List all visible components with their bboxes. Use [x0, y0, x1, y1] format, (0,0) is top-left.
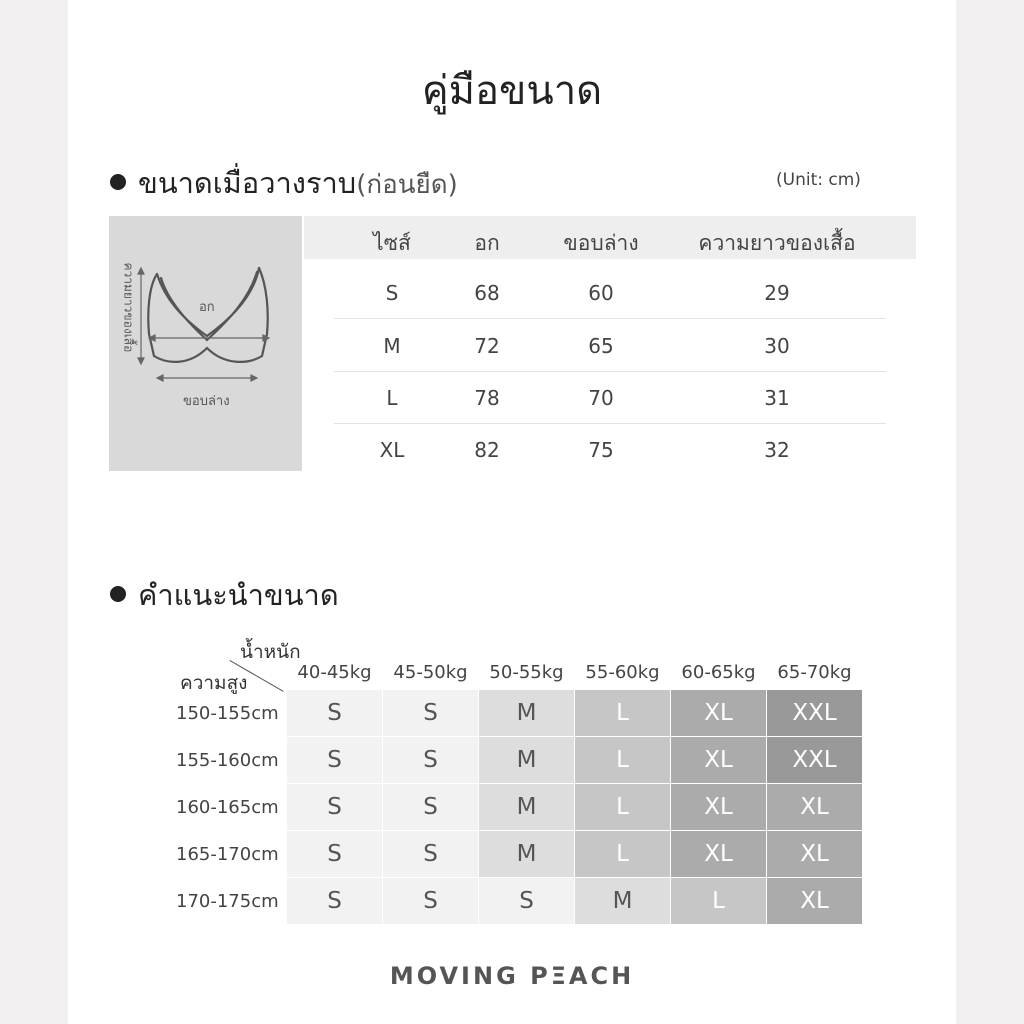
grid-cell-m: M [575, 878, 670, 924]
grid-cell-xl: XL [671, 784, 766, 830]
height-axis-label: ความสูง [180, 672, 248, 694]
weight-column-label: 65-70kg [777, 662, 852, 683]
grid-cell-s: S [287, 784, 382, 830]
grid-cell-xl: XL [767, 878, 862, 924]
height-row-label: 170-175cm [176, 891, 279, 912]
grid-cell-m: M [479, 690, 574, 736]
grid-cell-l: L [575, 831, 670, 877]
grid-cell-xxl: XXL [767, 690, 862, 736]
underband-label: ขอบล่าง [183, 394, 230, 409]
grid-cell-s: S [287, 831, 382, 877]
bra-diagram [109, 216, 302, 471]
size-table-cell: 30 [764, 334, 790, 358]
grid-cell-l: L [575, 737, 670, 783]
grid-cell-m: M [479, 737, 574, 783]
size-table-cell: M [383, 334, 401, 358]
size-table-cell: 29 [764, 281, 790, 305]
flat-size-heading [110, 160, 458, 206]
grid-cell-s: S [287, 737, 382, 783]
grid-cell-s: S [287, 878, 382, 924]
grid-cell-xl: XL [671, 831, 766, 877]
height-row-label: 165-170cm [176, 844, 279, 865]
recommend-heading [110, 572, 339, 618]
bra-outline-icon [109, 216, 302, 471]
size-table-cell: 72 [474, 334, 500, 358]
size-table-cell: 60 [588, 281, 614, 305]
height-row-label: 155-160cm [176, 750, 279, 771]
grid-cell-s: S [383, 737, 478, 783]
size-table-header-cell: ไซส์ [373, 231, 411, 255]
row-divider [334, 318, 886, 319]
unit-label: (Unit: cm) [776, 170, 861, 190]
grid-cell-s: S [479, 878, 574, 924]
brand-logo: MOVING PΞACH [389, 962, 635, 990]
grid-cell-xxl: XXL [767, 737, 862, 783]
size-table-header-cell: ความยาวของเสื้อ [698, 231, 856, 255]
height-row-label: 150-155cm [176, 703, 279, 724]
size-table-cell: S [385, 281, 399, 305]
grid-cell-xl: XL [767, 784, 862, 830]
recommend-heading-text: คำแนะนำขนาด [138, 578, 339, 612]
size-table-cell: 31 [764, 386, 790, 410]
row-divider [334, 371, 886, 372]
size-table-cell: 68 [474, 281, 500, 305]
size-table-cell: L [386, 386, 398, 410]
grid-cell-s: S [383, 831, 478, 877]
bust-label: อก [199, 300, 215, 315]
length-label: ความยาวของเสื้อ [121, 262, 136, 353]
bullet-icon [110, 174, 126, 190]
grid-cell-s: S [383, 690, 478, 736]
weight-column-label: 45-50kg [393, 662, 468, 683]
bullet-icon [110, 586, 126, 602]
grid-cell-l: L [671, 878, 766, 924]
weight-column-label: 40-45kg [297, 662, 372, 683]
size-table-cell: 78 [474, 386, 500, 410]
grid-cell-l: L [575, 784, 670, 830]
size-table-header-cell: อก [474, 231, 500, 255]
grid-cell-l: L [575, 690, 670, 736]
weight-column-label: 55-60kg [585, 662, 660, 683]
row-divider [334, 423, 886, 424]
size-table-cell: 70 [588, 386, 614, 410]
flat-size-heading-suffix: (ก่อนยืด) [356, 170, 458, 200]
grid-cell-s: S [383, 878, 478, 924]
height-row-label: 160-165cm [176, 797, 279, 818]
grid-cell-m: M [479, 831, 574, 877]
weight-column-label: 60-65kg [681, 662, 756, 683]
grid-cell-xl: XL [671, 737, 766, 783]
grid-cell-s: S [383, 784, 478, 830]
size-table-cell: 32 [764, 438, 790, 462]
grid-cell-xl: XL [671, 690, 766, 736]
weight-column-label: 50-55kg [489, 662, 564, 683]
size-table-cell: 82 [474, 438, 500, 462]
weight-axis-label: น้ำหนัก [240, 641, 301, 663]
size-table-header-cell: ขอบล่าง [563, 231, 639, 255]
grid-cell-xl: XL [767, 831, 862, 877]
flat-size-heading-text: ขนาดเมื่อวางราบ [138, 166, 357, 200]
size-table-cell: 65 [588, 334, 614, 358]
size-table-cell: XL [379, 438, 405, 462]
page-title: คู่มือขนาด [421, 68, 603, 114]
grid-cell-m: M [479, 784, 574, 830]
size-table-cell: 75 [588, 438, 614, 462]
grid-cell-s: S [287, 690, 382, 736]
